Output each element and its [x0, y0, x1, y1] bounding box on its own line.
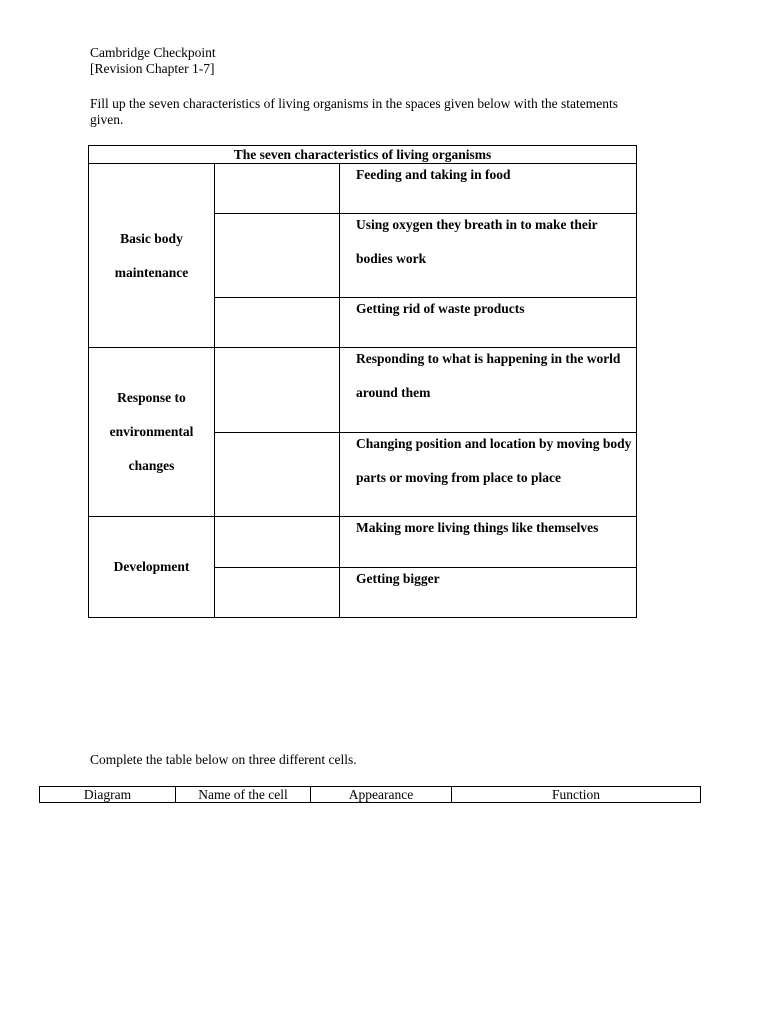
instruction-cells: Complete the table below on three different cells. — [90, 752, 357, 767]
cells-header-appearance: Appearance — [311, 787, 452, 803]
cells-table — [39, 786, 701, 803]
cells-header-diagram: Diagram — [40, 787, 176, 803]
answer-blank-4[interactable] — [215, 348, 340, 432]
document-header — [90, 45, 216, 77]
group-response-to-environmental-changes: Response to environmental changes — [89, 348, 215, 516]
statement-3: Getting rid of waste products — [340, 298, 637, 348]
statement-6: Making more living things like themselves — [340, 516, 637, 567]
statement-7: Getting bigger — [340, 567, 637, 617]
cells-header-name: Name of the cell — [176, 787, 311, 803]
statement-5: Changing position and location by moving body parts or moving from place to place — [340, 432, 637, 516]
answer-blank-7[interactable] — [215, 567, 340, 617]
cells-header-function: Function — [452, 787, 701, 803]
group-development: Development — [89, 516, 215, 617]
characteristics-table-title: The seven characteristics of living organisms — [89, 146, 637, 164]
answer-blank-6[interactable] — [215, 516, 340, 567]
instruction-characteristics: Fill up the seven characteristics of living organisms in the spaces given below with the statements given. — [90, 96, 619, 127]
statement-4: Responding to what is happening in the world around them — [340, 348, 637, 432]
header-title: Cambridge Checkpoint — [90, 45, 216, 60]
characteristics-table — [88, 145, 637, 618]
answer-blank-5[interactable] — [215, 432, 340, 516]
statement-1: Feeding and taking in food — [340, 164, 637, 214]
header-subtitle: [Revision Chapter 1-7] — [90, 61, 215, 76]
answer-blank-1[interactable] — [215, 164, 340, 214]
statement-2: Using oxygen they breath in to make their bodies work — [340, 214, 637, 298]
answer-blank-2[interactable] — [215, 214, 340, 298]
group-basic-body-maintenance: Basic body maintenance — [89, 164, 215, 348]
answer-blank-3[interactable] — [215, 298, 340, 348]
